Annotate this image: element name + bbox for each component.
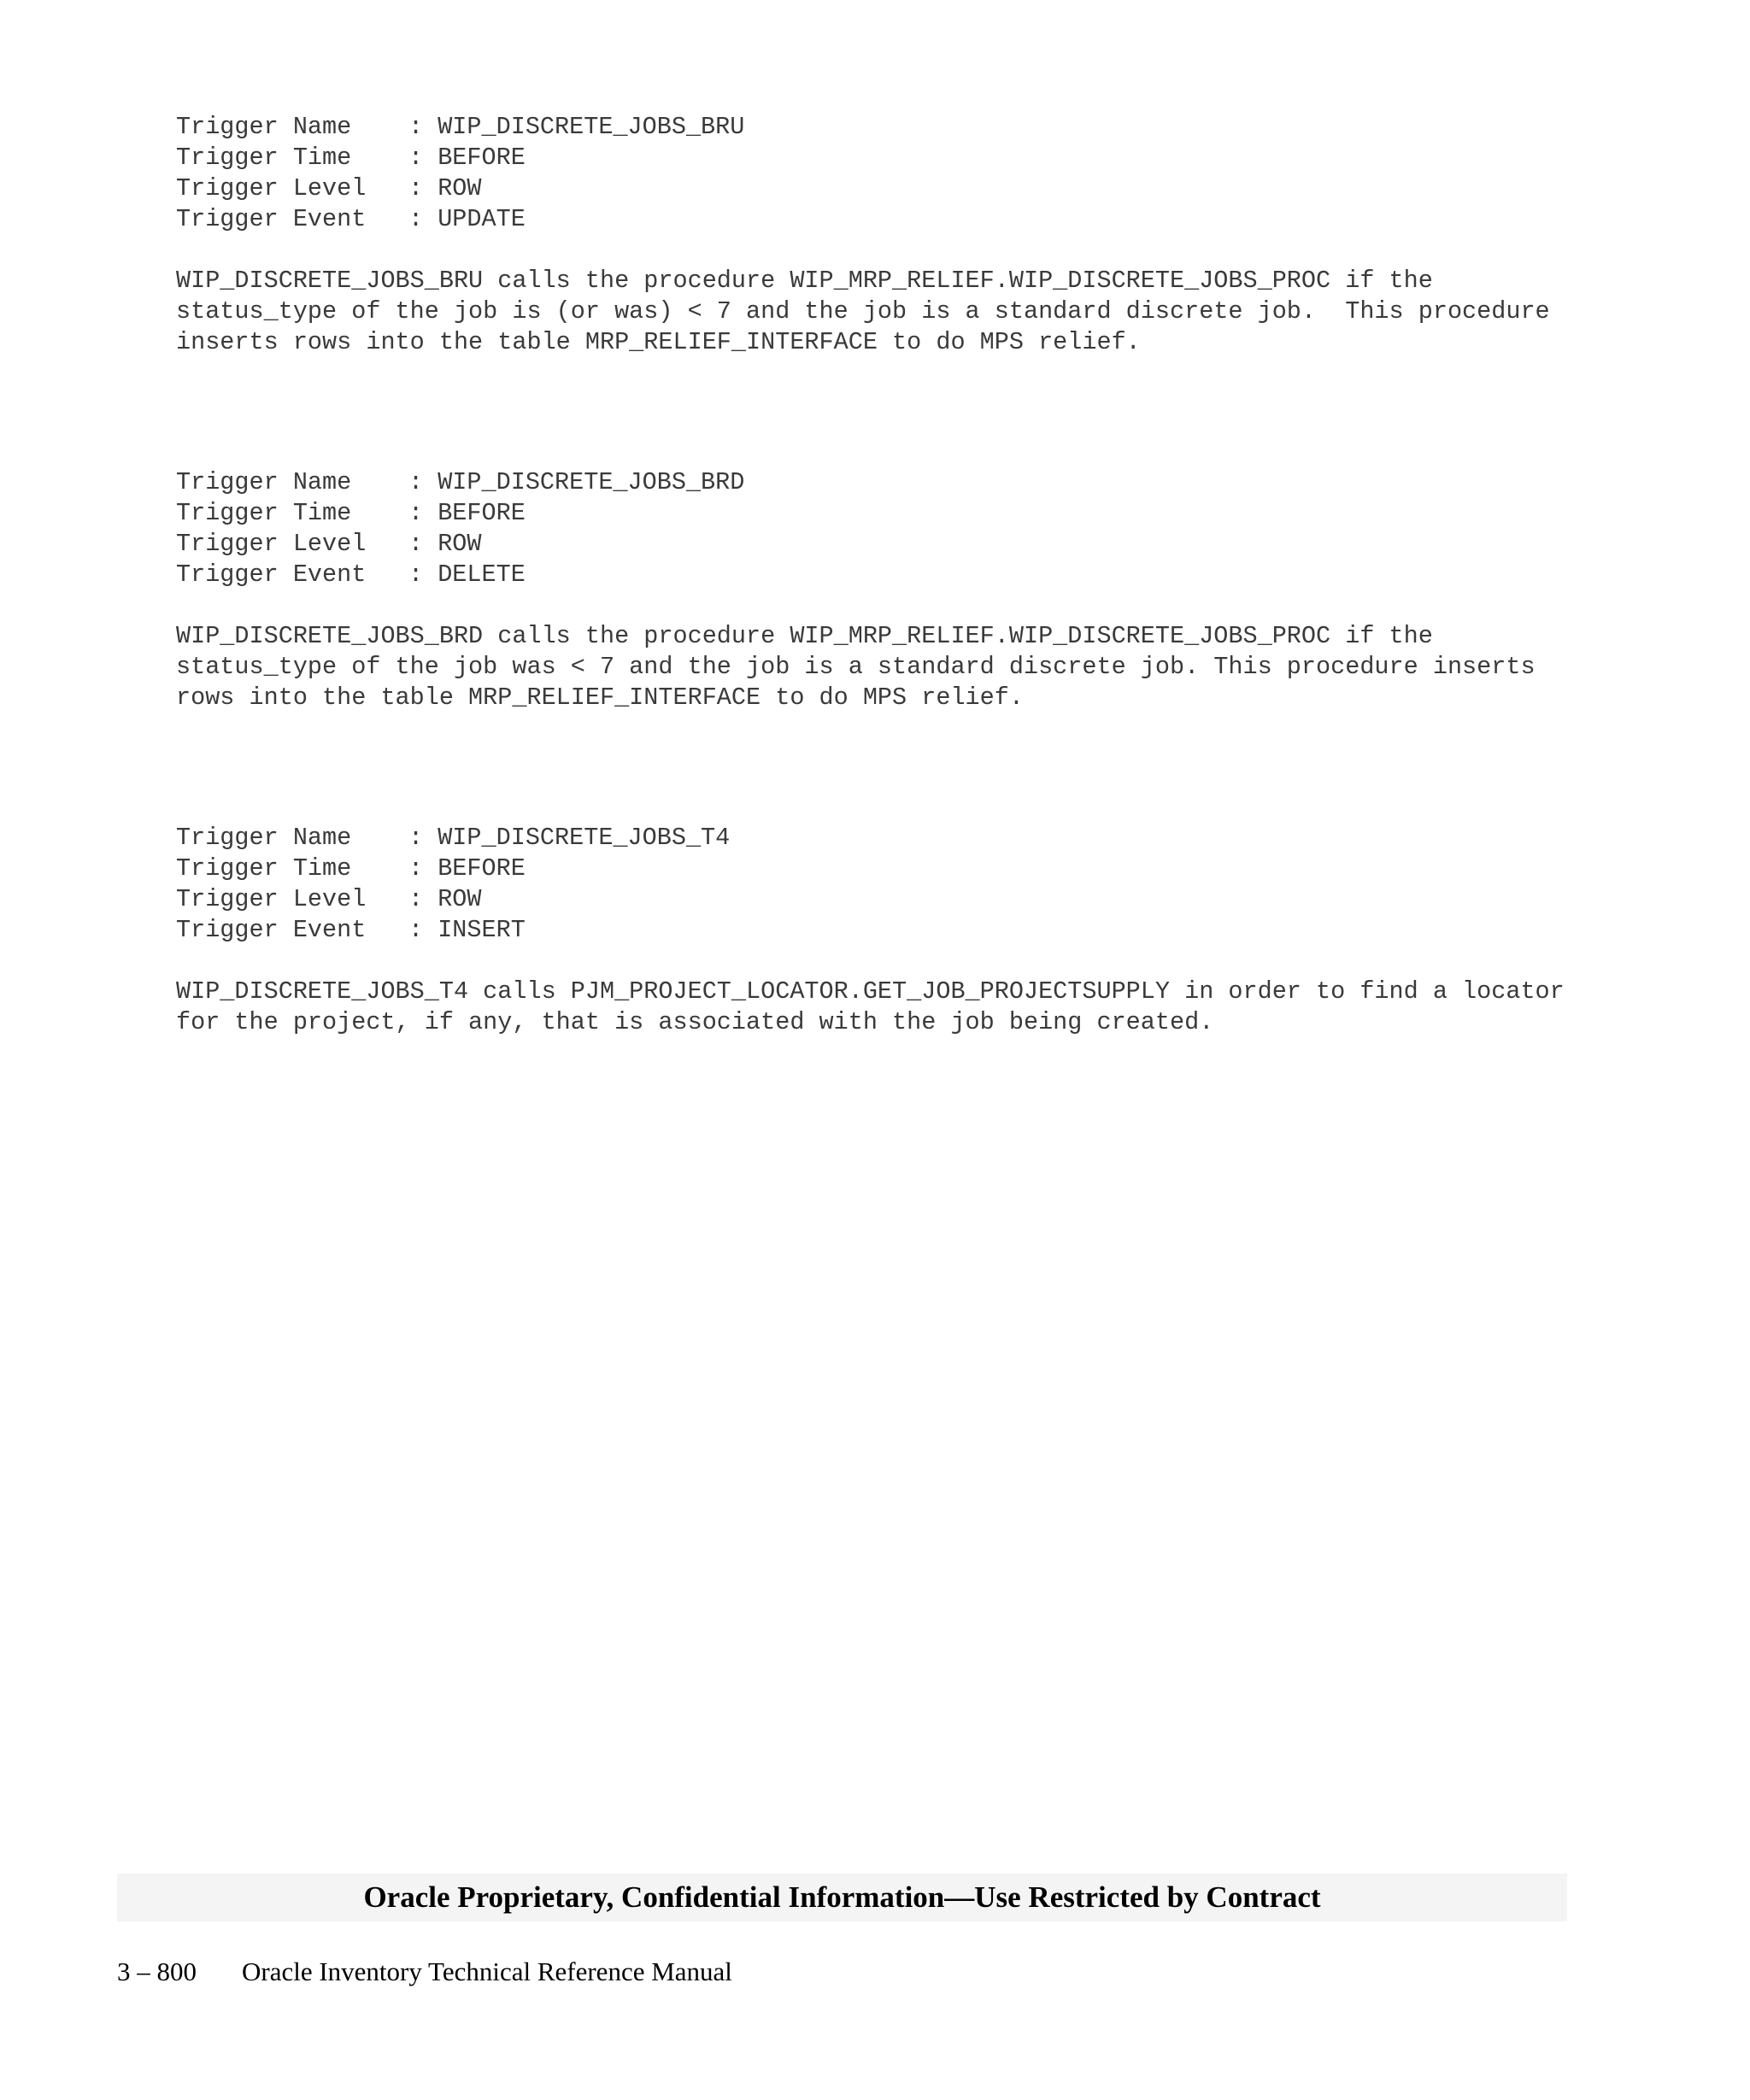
description-line: for the project, if any, that is associated with the job being created. (176, 1008, 1214, 1036)
description-line: rows into the table MRP_RELIEF_INTERFACE to do MPS relief. (176, 683, 1024, 712)
trigger-level-value: : ROW (408, 885, 482, 913)
trigger-time-value: : BEFORE (408, 499, 526, 527)
trigger-name-row (176, 467, 1577, 498)
trigger-description (176, 621, 1577, 713)
trigger-event-label: Trigger Event (176, 205, 367, 233)
trigger-level-label: Trigger Level (176, 885, 367, 913)
trigger-event-value: : DELETE (408, 560, 526, 589)
trigger-time-row (176, 853, 1577, 884)
trigger-level-value: : ROW (408, 174, 482, 202)
trigger-time-row (176, 143, 1577, 173)
confidential-notice (117, 1874, 1567, 1921)
trigger-event-value: : UPDATE (408, 205, 526, 233)
trigger-name-value: : WIP_DISCRETE_JOBS_BRU (408, 113, 745, 141)
trigger-name-label: Trigger Name (176, 113, 352, 141)
trigger-time-label: Trigger Time (176, 854, 352, 883)
manual-title: Oracle Inventory Technical Reference Manual (242, 1956, 732, 1986)
trigger-level-label: Trigger Level (176, 174, 367, 202)
trigger-level-row (176, 884, 1577, 915)
trigger-time-row (176, 498, 1577, 529)
page-footer (117, 1956, 732, 1987)
trigger-event-row (176, 560, 1577, 590)
trigger-event-row (176, 915, 1577, 946)
trigger-name-value: : WIP_DISCRETE_JOBS_T4 (408, 824, 731, 852)
trigger-event-label: Trigger Event (176, 916, 367, 944)
description-line: inserts rows into the table MRP_RELIEF_INTERFACE to do MPS relief. (176, 328, 1141, 356)
trigger-name-value: : WIP_DISCRETE_JOBS_BRD (408, 468, 745, 496)
trigger-time-label: Trigger Time (176, 499, 352, 527)
description-line: WIP_DISCRETE_JOBS_T4 calls PJM_PROJECT_LOCATOR.GET_JOB_PROJECTSUPPLY in order to find a locator (176, 977, 1565, 1006)
description-line: status_type of the job was < 7 and the job is a standard discrete job. This procedure inserts (176, 653, 1536, 681)
trigger-time-label: Trigger Time (176, 144, 352, 172)
trigger-block-brd (176, 467, 1577, 713)
trigger-name-row (176, 823, 1577, 853)
trigger-time-value: : BEFORE (408, 144, 526, 172)
trigger-name-label: Trigger Name (176, 468, 352, 496)
description-line: status_type of the job is (or was) < 7 and the job is a standard discrete job. This procedure (176, 297, 1550, 326)
page-number: 3 – 800 (117, 1956, 197, 1986)
trigger-name-row (176, 112, 1577, 143)
trigger-event-label: Trigger Event (176, 560, 367, 589)
trigger-block-t4 (176, 823, 1577, 1038)
trigger-level-row (176, 529, 1577, 560)
description-line: WIP_DISCRETE_JOBS_BRD calls the procedure WIP_MRP_RELIEF.WIP_DISCRETE_JOBS_PROC if the (176, 622, 1433, 650)
trigger-level-label: Trigger Level (176, 530, 367, 558)
confidential-notice-text: Oracle Proprietary, Confidential Information––Use Restricted by Contract (363, 1880, 1321, 1914)
trigger-name-label: Trigger Name (176, 824, 352, 852)
description-line: WIP_DISCRETE_JOBS_BRU calls the procedure WIP_MRP_RELIEF.WIP_DISCRETE_JOBS_PROC if the (176, 267, 1433, 295)
trigger-description (176, 977, 1577, 1038)
trigger-description (176, 266, 1577, 358)
trigger-level-value: : ROW (408, 530, 482, 558)
trigger-level-row (176, 173, 1577, 204)
trigger-event-row (176, 204, 1577, 235)
trigger-block-bru (176, 112, 1577, 358)
trigger-event-value: : INSERT (408, 916, 526, 944)
trigger-time-value: : BEFORE (408, 854, 526, 883)
